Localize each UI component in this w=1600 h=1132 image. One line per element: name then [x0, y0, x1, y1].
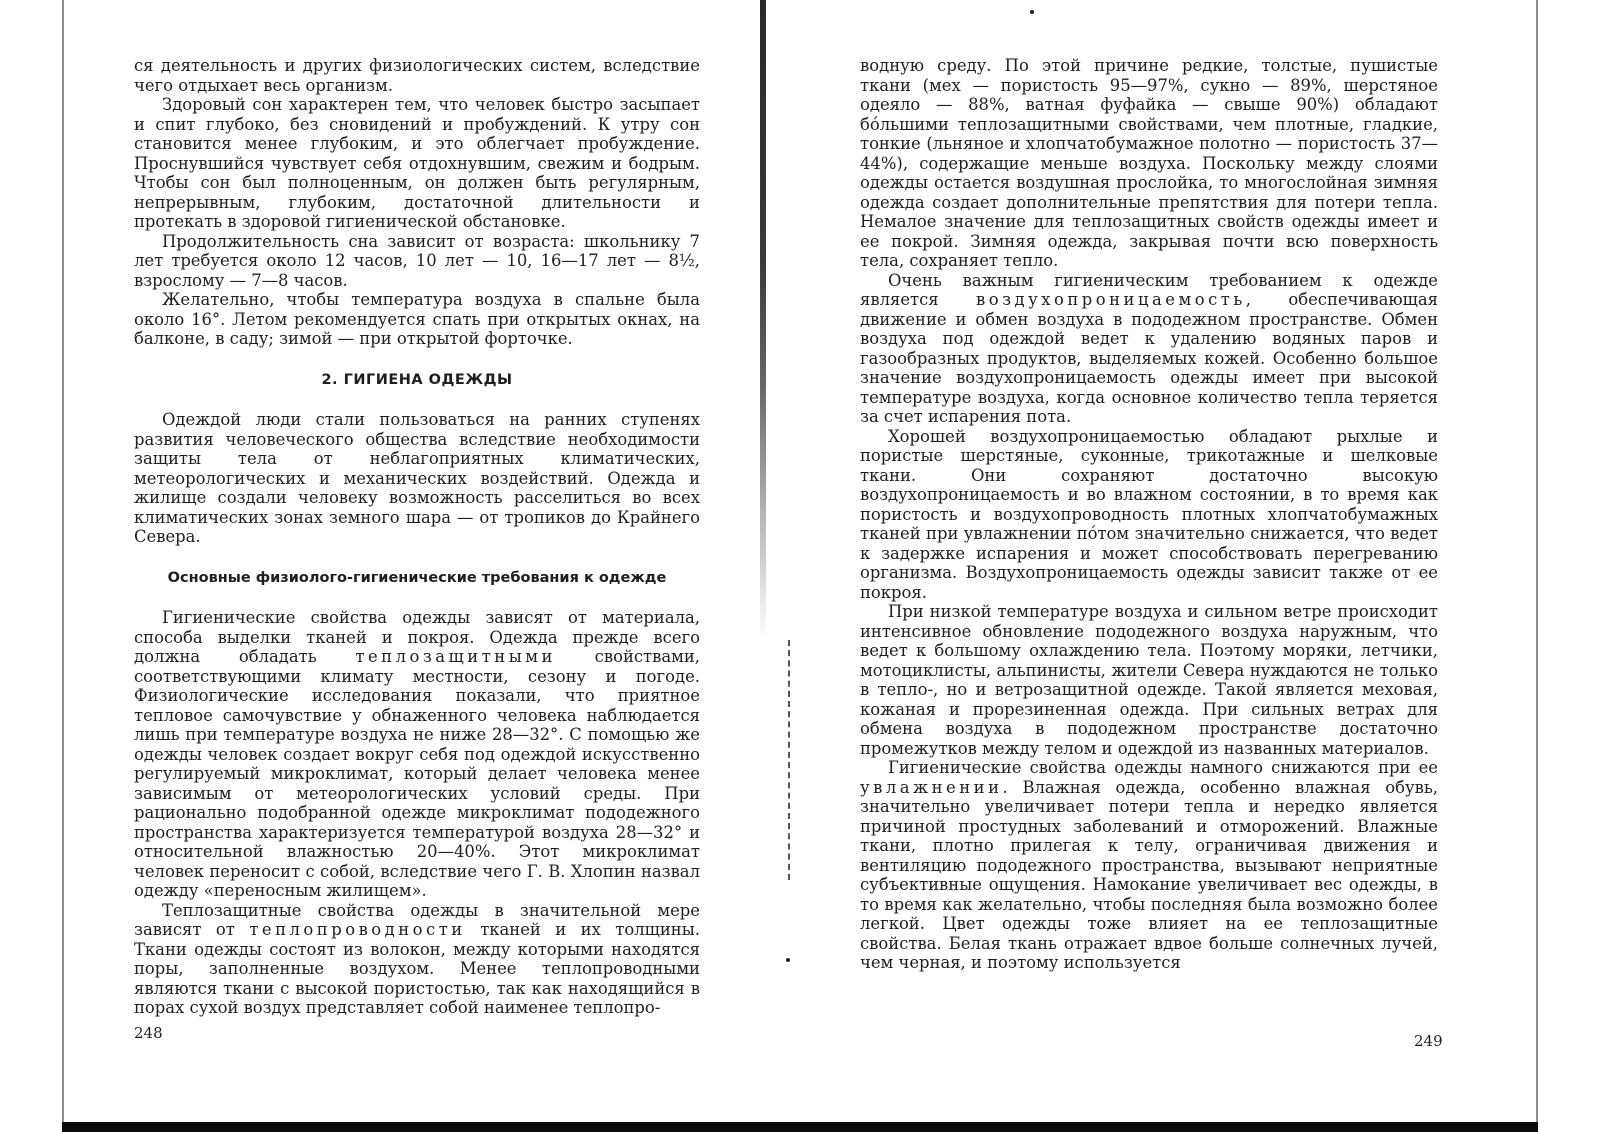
- section-heading: 2. ГИГИЕНА ОДЕЖДЫ: [321, 371, 513, 388]
- subsection-heading: Основные физиолого-гигиенические требования к одежде: [167, 569, 667, 586]
- scan-speck: [1030, 10, 1034, 14]
- spaced-term: теплозащитными: [355, 647, 556, 666]
- paragraph: [860, 271, 1438, 427]
- paragraph: [134, 608, 700, 901]
- paragraph-text: . Влажная одежда, особенно влажная обувь, значительно увеличивает потери тепла и нередко является причиной простудных заболеваний и отморожений. Влажные ткани, плотно прилегая к телу, ограничивая движения и вентиляцию пододежного пространства, вызывают неприятные субъективные ощущения. Намокание увеличивает вес одежды, в то время как желательно, чтобы последняя была возможно более легкой. Цвет одежды тоже влияет на ее теплозащитные свойства. Белая ткань отражает вдвое больше солнечных лучей, чем черная, и поэтому используется: [860, 777, 1438, 972]
- paragraph-text: свойствами, соответствующими климату местности, сезону и погоде. Физиологические исследования показали, что приятное тепловое самочувствие у обнаженного человека наблюдается лишь при температуре воздуха не ниже 28—32°. С помощью же одежды человек создает вокруг себя под одеждой искусственно регулируемый микроклимат, который делает человека менее зависимым от метеорологических условий среды. При рационально подобранной одежде микроклимат пододежного пространства характеризуется температурой воздуха 28—32° и относительной влажностью 20—40%. Этот микроклимат человек переносит с собой, вследствие чего Г. В. Хлопин назвал одежду «переносным жилищем».: [134, 647, 700, 900]
- scan-right-edge: [1536, 0, 1538, 1132]
- scan-speck: [786, 958, 790, 962]
- paragraph-text: Гигиенические свойства одежды намного снижаются при ее: [888, 758, 1438, 777]
- left-page: [134, 56, 700, 1018]
- paragraph: [134, 901, 700, 1018]
- scan-left-edge: [62, 0, 64, 1132]
- paragraph: Желательно, чтобы температура воздуха в спальне была около 16°. Летом рекомендуется спать при открытых окнах, на балконе, в саду; зимой — при открытой форточке.: [134, 290, 700, 348]
- spaced-term: воздухопроницаемость: [975, 290, 1246, 309]
- book-gutter-marks: [788, 640, 792, 880]
- paragraph: Продолжительность сна зависит от возраста: школьнику 7 лет требуется около 12 часов, 10 лет — 10, 16—17 лет — 8½, взрослому — 7—8 часов.: [134, 231, 700, 290]
- paragraph-text: Гигиенические свойства одежды зависят от материала, способа выделки тканей и покроя. Одежда прежде всего должна обладать: [134, 608, 700, 666]
- paragraph: Одеждой люди стали пользоваться на ранних ступенях развития человеческого общества вследствие необходимости защиты тела от неблагоприятных климатических, метеорологических и механических воздействий. Одежда и жилище создали человеку возможность расселиться во всех климатических зонах земного шара — от тропиков до Крайнего Севера.: [134, 410, 700, 546]
- paragraph-text: тканей и их толщины. Ткани одежды состоят из волокон, между которыми находятся поры, заполненные воздухом. Менее теплопроводными являются ткани с высокой пористостью, так как находящийся в порах сухой воздух представляет собой наименее теплопро-: [134, 920, 700, 1017]
- spaced-term: теплопроводности: [249, 920, 466, 939]
- paragraph-text: , обеспечивающая движение и обмен воздуха в пододежном пространстве. Обмен воздуха под одеждой ведет к удалению водяных паров и газообразных продуктов, выделяемых кожей. Особенно большое значение воздухопроницаемость одежды имеет при высокой температуре воздуха, когда основное количество тепла теряется за счет испарения пота.: [860, 290, 1438, 426]
- paragraph: При низкой температуре воздуха и сильном ветре происходит интенсивное обновление пододежного воздуха наружным, что ведет к большому охлаждению тела. Поэтому моряки, летчики, мотоциклисты, альпинисты, жители Севера нуждаются не только в тепло-, но и ветрозащитной одежде. Такой является меховая, кожаная и прорезиненная одежда. При сильных ветрах для обмена воздуха в пододежном пространстве достаточно промежутков между телом и одеждой из названных материалов.: [860, 602, 1438, 758]
- paragraph: Хорошей воздухопроницаемостью обладают рыхлые и пористые шерстяные, суконные, трикотажные и шелковые ткани. Они сохраняют достаточно высокую воздухопроницаемость и во влажном состоянии, в то время как пористость и воздухопроводность плотных хлопчатобумажных тканей при увлажнении пóтом значительно снижается, что ведет к задержке испарения и может способствовать перегреванию организма. Воздухопроницаемость одежды зависит также от ее покроя.: [860, 426, 1438, 602]
- page-number-left: 248: [134, 1024, 163, 1042]
- paragraph: ся деятельность и других физиологических систем, вследствие чего отдыхает весь организм.: [134, 56, 700, 95]
- paragraph: водную среду. По этой причине редкие, толстые, пушистые ткани (мех — пористость 95—97%, сукно — 89%, шерстяное одеяло — 88%, ватная фуфайка — свыше 90%) обладают бóльшими теплозащитными свойствами, чем плотные, гладкие, тонкие (льняное и хлопчатобумажное полотно — пористость 37—44%), содержащие меньше воздуха. Поскольку между слоями одежды остается воздушная прослойка, то многослойная зимняя одежда создает дополнительные препятствия для потери тепла. Немалое значение для теплозащитных свойств одежды имеет и ее покрой. Зимняя одежда, закрывая почти всю поверхность тела, сохраняет тепло.: [860, 56, 1438, 270]
- page-number-right: 249: [1414, 1032, 1443, 1050]
- paragraph-text: Теплозащитные свойства одежды в значительной мере зависят от: [134, 900, 700, 939]
- right-page: [860, 56, 1438, 973]
- spaced-term: увлажнении: [860, 777, 1003, 797]
- book-gutter-shadow: [760, 0, 766, 640]
- scan-bottom-edge: [62, 1122, 1538, 1132]
- paragraph: [860, 758, 1438, 973]
- paragraph-text: Очень важным гигиеническим требованием к одежде является: [860, 270, 1438, 309]
- paragraph: Здоровый сон характерен тем, что человек быстро засыпает и спит глубоко, без сновидений и пробуждений. К утру сон становится менее глубоким, и это облегчает пробуждение. Проснувшийся чувствует себя отдохнувшим, свежим и бодрым. Чтобы сон был полноценным, он должен быть регулярным, непрерывным, глубоким, достаточной длительности и протекать в здоровой гигиенической обстановке.: [134, 95, 700, 231]
